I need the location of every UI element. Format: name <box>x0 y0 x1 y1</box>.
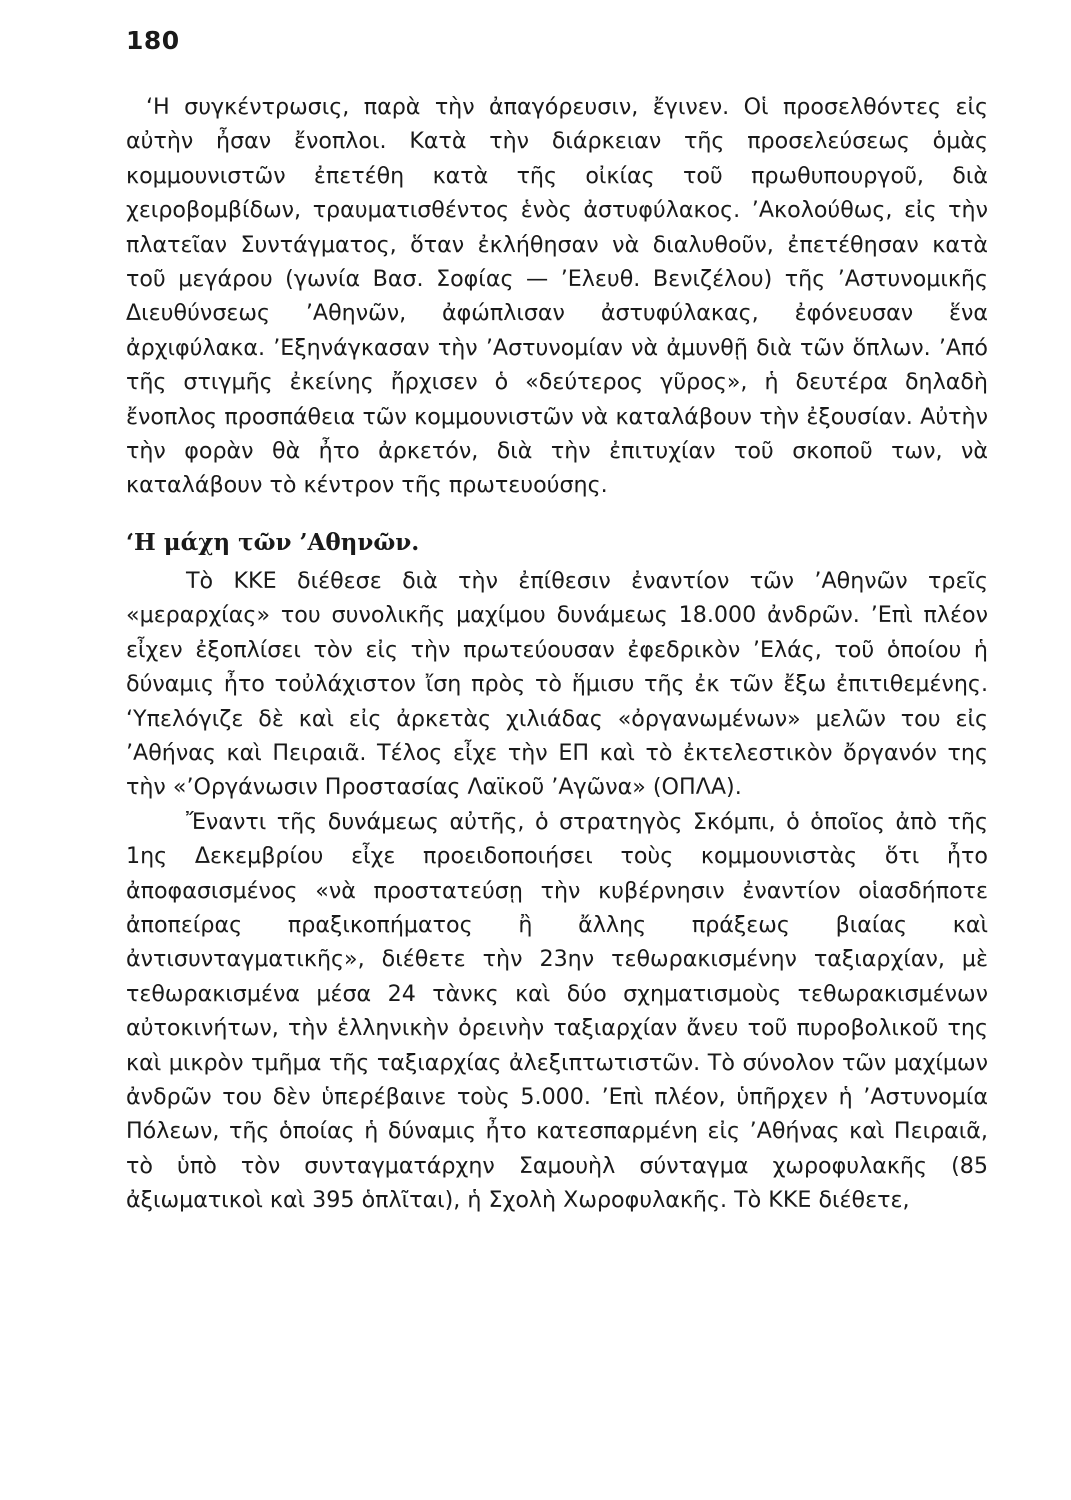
section-demonstration <box>126 90 988 503</box>
section-heading-battle-of-athens: ‘Η μάχη τῶν ’Αθηνῶν. <box>126 528 420 556</box>
body-text <box>126 90 988 1218</box>
section-battle-of-athens <box>126 564 988 1218</box>
page-number: 180 <box>126 26 180 55</box>
paragraph-scobie-forces: Ἔναντι τῆς δυνάμεως αὐτῆς, ὁ στρατηγὸς Σκόμπι, ὁ ὁποῖος ἀπὸ τῆς 1ης Δεκεμβρίου εἶχε προειδοποιήσει τοὺς κομμουνιστὰς ὅτι ἦτο ἀποφασισμένος «νὰ προστατεύσῃ τὴν κυβέρνησιν ἐναντίον οἱασδήποτε ἀποπείρας πραξικοπήματος ἢ ἄλλης πράξεως βιαίας καὶ ἀντισυνταγματικῆς», διέθετε τὴν 23ην τεθωρακισμένην ταξιαρχίαν, μὲ τεθωρακισμένα μέσα 24 τὰνκς καὶ δύο σχηματισμοὺς τεθωρακισμένων αὐτοκινήτων, τὴν ἑλληνικὴν ὀρεινὴν ταξιαρχίαν ἄνευ τοῦ πυροβολικοῦ της καὶ μικρὸν τμῆμα τῆς ταξιαρχίας ἀλεξιπτωτιστῶν. Τὸ σύνολον τῶν μαχίμων ἀνδρῶν του δὲν ὑπερέβαινε τοὺς 5.000. ’Επὶ πλέον, ὑπῆρχεν ἡ ’Αστυνομία Πόλεων, τῆς ὁποίας ἡ δύναμις ἦτο κατεσπαρμένη εἰς ’Αθήνας καὶ Πειραιᾶ, τὸ ὑπὸ τὸν συνταγματάρχην Σαμουὴλ σύνταγμα χωροφυλακῆς (85 ἀξιωματικοὶ καὶ 395 ὁπλῖται), ἡ Σχολὴ Χωροφυλακῆς. Τὸ ΚΚΕ διέθετε, <box>126 808 988 1214</box>
paragraph-kke-forces: Τὸ ΚΚΕ διέθεσε διὰ τὴν ἐπίθεσιν ἐναντίον τῶν ’Αθηνῶν τρεῖς «μεραρχίας» του συνολικῆς μαχίμου δυνάμεως 18.000 ἀνδρῶν. ’Επὶ πλέον εἶχεν ἐξοπλίσει τὸν εἰς τὴν πρωτεύουσαν ἐφεδρικὸν ’Ελάς, τοῦ ὁποίου ἡ δύναμις ἦτο τοὐλάχιστον ἴση πρὸς τὸ ἥμισυ τῆς ἐκ τῶν ἔξω ἐπιτιθεμένης. ‘Υπελόγιζε δὲ καὶ εἰς ἀρκετὰς χιλιάδας «ὀργανωμένων» μελῶν του εἰς ’Αθήνας καὶ Πειραιᾶ. Τέλος εἶχε τὴν ΕΠ καὶ τὸ ἐκτελεστικὸν ὄργανόν της τὴν «’Οργάνωσιν Προστασίας Λαϊκοῦ ’Αγῶνα» (ΟΠΛΑ). <box>126 567 988 801</box>
paragraph-demonstration: ‘Η συγκέντρωσις, παρὰ τὴν ἀπαγόρευσιν, ἔγινεν. Οἱ προσελθόντες εἰς αὐτὴν ἦσαν ἔνοπλοι. Κατὰ τὴν διάρκειαν τῆς προσελεύσεως ὁμὰς κομμουνιστῶν ἐπετέθη κατὰ τῆς οἰκίας τοῦ πρωθυπουργοῦ, διὰ χειροβομβίδων, τραυματισθέντος ἑνὸς ἀστυφύλακος. ’Ακολούθως, εἰς τὴν πλατεῖαν Συντάγματος, ὅταν ἐκλήθησαν νὰ διαλυθοῦν, ἐπετέθησαν κατὰ τοῦ μεγάρου (γωνία Βασ. Σοφίας — ’Ελευθ. Βενιζέλου) τῆς ’Αστυνομικῆς Διευθύνσεως ’Αθηνῶν, ἀφώπλισαν ἀστυφύλακας, ἐφόνευσαν ἕνα ἀρχιφύλακα. ’Εξηνάγκασαν τὴν ’Αστυνομίαν νὰ ἀμυνθῇ διὰ τῶν ὅπλων. ’Από τῆς στιγμῆς ἐκείνης ἤρχισεν ὁ «δεύτερος γῦρος», ἡ δευτέρα δηλαδὴ ἔνοπλος προσπάθεια τῶν κομμουνιστῶν νὰ καταλάβουν τὴν ἐξουσίαν. Αὐτὴν τὴν φορὰν θὰ ἦτο ἀρκετόν, διὰ τὴν ἐπιτυχίαν τοῦ σκοποῦ των, νὰ καταλάβουν τὸ κέντρον τῆς πρωτευούσης. <box>126 94 988 499</box>
